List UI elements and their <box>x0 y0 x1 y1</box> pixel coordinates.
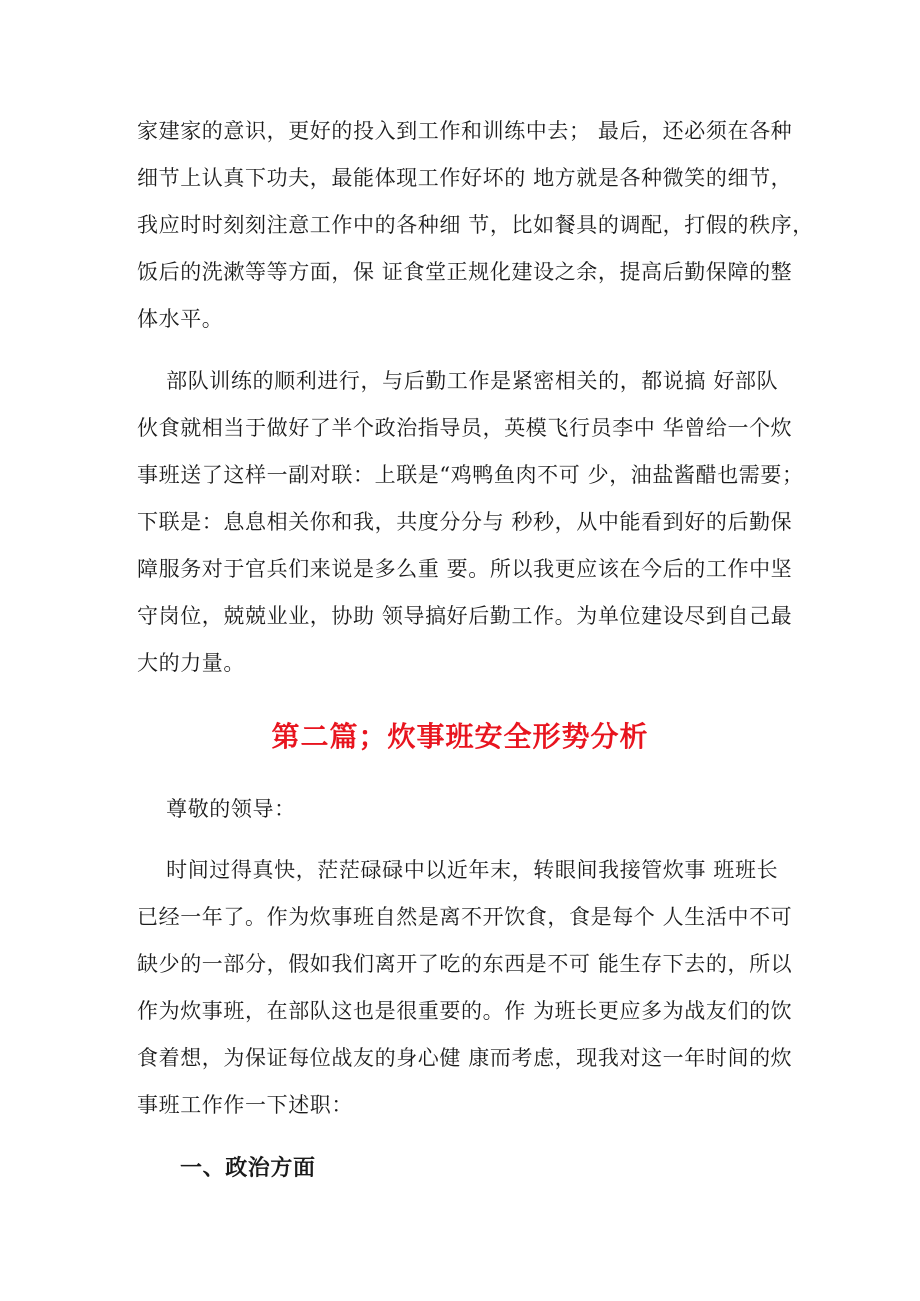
paragraph-line: 饭后的洗漱等等方面，保 证食堂正规化建设之余，提高后勤保障的整 <box>137 260 793 284</box>
salutation-line: 尊敬的领导： <box>137 797 296 821</box>
paragraph-3 <box>137 847 797 1129</box>
paragraph-line: 下联是：息息相关你和我，共度分分与 秒秒，从中能看到好的后勤保 <box>137 510 793 534</box>
paragraph-line: 大的力量。 <box>137 651 245 675</box>
paragraph-line: 食着想，为保证每位战友的身心健 康而考虑，现我对这一年时间的炊 <box>137 1046 793 1070</box>
salutation <box>137 786 797 833</box>
paragraph-line: 我应时时刻刻注意工作中的各种细 节，比如餐具的调配，打假的秩序， <box>137 213 814 237</box>
paragraph-line: 障服务对于官兵们来说是多么重 要。所以我更应该在今后的工作中坚 <box>137 557 793 581</box>
paragraph-line: 作为炊事班，在部队这也是很重要的。作 为班长更应多为战友们的饮 <box>137 999 793 1023</box>
paragraph-2 <box>137 358 804 687</box>
paragraph-line: 事班工作作一下述职： <box>137 1093 353 1117</box>
chapter-title: 第二篇；炊事班安全形势分析 <box>271 720 649 753</box>
paragraph-line: 事班送了这样一副对联：上联是“鸡鸭鱼肉不可 少，油盐酱醋也需要； <box>137 463 804 487</box>
paragraph-line: 已经一年了。作为炊事班自然是离不开饮食，食是每个 人生活中不可 <box>137 905 793 929</box>
paragraph-line: 部队训练的顺利进行，与后勤工作是紧密相关的，都说搞 好部队 <box>137 369 779 393</box>
paragraph-line: 伙食就相当于做好了半个政治指导员，英模飞行员李中 华曾给一个炊 <box>137 416 793 440</box>
paragraph-line: 细节上认真下功夫，最能体现工作好坏的 地方就是各种微笑的细节， <box>137 166 793 190</box>
paragraph-1 <box>137 108 814 343</box>
paragraph-line: 时间过得真快，茫茫碌碌中以近年末，转眼间我接管炊事 班班长 <box>137 858 779 882</box>
paragraph-line: 体水平。 <box>137 307 224 331</box>
section-heading: 一、政治方面 <box>180 1155 316 1181</box>
paragraph-line: 家建家的意识，更好的投入到工作和训练中去； 最后，还必须在各种 <box>137 119 793 143</box>
paragraph-line: 守岗位，兢兢业业，协助 领导搞好后勤工作。为单位建设尽到自己最 <box>137 604 793 628</box>
paragraph-line: 缺少的一部分，假如我们离开了吃的东西是不可 能生存下去的，所以 <box>137 952 793 976</box>
